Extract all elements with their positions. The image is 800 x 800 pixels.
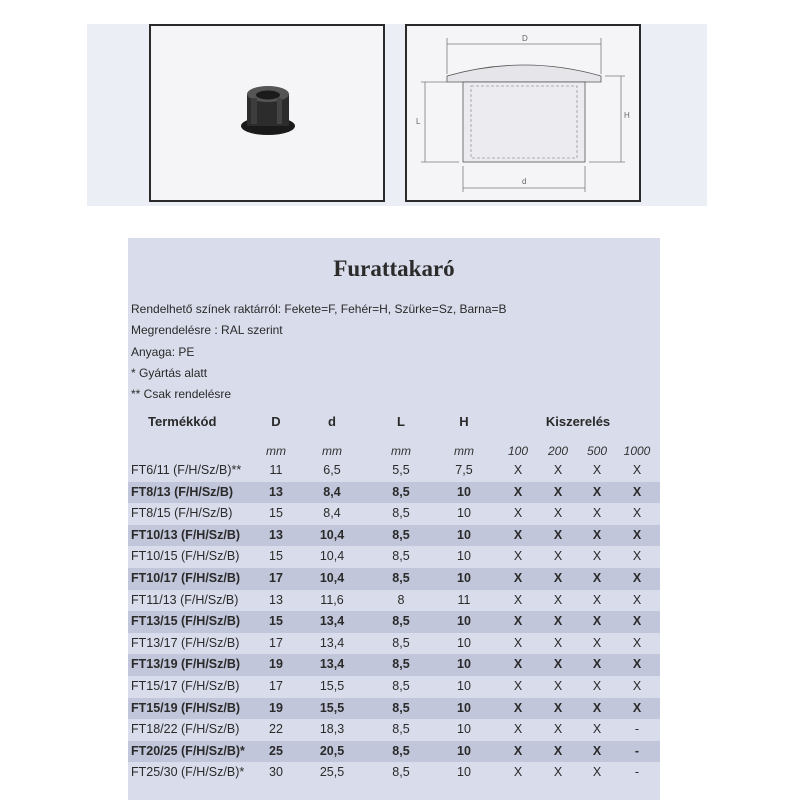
drawing-label-D: D <box>522 34 528 43</box>
cell-p1000: X <box>632 592 642 607</box>
cell-p1000: X <box>632 657 642 672</box>
cell-p500: X <box>592 700 602 715</box>
cell-d: 17 <box>269 570 283 585</box>
cell-d: 19 <box>269 700 283 715</box>
header-D: D <box>271 414 281 429</box>
cell-l: 8,5 <box>392 765 410 780</box>
cell-p100: X <box>513 463 523 477</box>
cell-p100: X <box>513 635 523 650</box>
cell-d: 13,4 <box>319 657 345 672</box>
table-row <box>128 654 660 676</box>
cell-h: 10 <box>457 635 471 650</box>
cell-l: 8,5 <box>392 743 410 758</box>
cell-d: 13,4 <box>319 614 345 629</box>
cell-d: 17 <box>269 635 283 650</box>
cell-p500: X <box>592 678 602 693</box>
cell-p500: X <box>592 549 602 564</box>
note-on-order: ** Csak rendelésre <box>131 387 232 401</box>
cell-d: 8,4 <box>323 484 341 499</box>
table-row <box>128 460 660 482</box>
cell-l: 8,5 <box>392 722 410 737</box>
cell-d: 15 <box>269 614 283 629</box>
table-row <box>128 503 660 525</box>
cell-h: 10 <box>457 484 471 499</box>
note-ral: Megrendelésre : RAL szerint <box>131 323 283 337</box>
cell-h: 10 <box>457 722 471 737</box>
table-row <box>128 698 660 720</box>
cell-h: 10 <box>457 657 471 672</box>
cell-d: 13 <box>269 484 283 499</box>
cell-p200: X <box>553 635 563 650</box>
cell-p100: X <box>513 765 523 780</box>
cell-d: 15,5 <box>319 678 345 693</box>
spec-sheet <box>128 238 660 800</box>
header-d: d <box>328 414 336 429</box>
cell-p200: X <box>553 700 563 715</box>
cell-h: 10 <box>457 527 471 542</box>
cell-p500: X <box>592 635 602 650</box>
unit-D: mm <box>266 444 286 458</box>
sheet-title: Furattakaró <box>333 256 455 281</box>
cell-d: 30 <box>269 765 283 780</box>
cell-p1000: - <box>634 765 640 780</box>
unit-500: 500 <box>586 444 608 458</box>
cell-p200: X <box>553 722 563 737</box>
cell-code: FT25/30 (F/H/Sz/B)* <box>131 765 245 780</box>
cell-p200: X <box>553 614 563 629</box>
cell-l: 8,5 <box>392 549 410 564</box>
cell-h: 7,5 <box>455 463 473 477</box>
cell-p1000: X <box>632 506 642 521</box>
header-L: L <box>397 414 405 429</box>
cell-p100: X <box>513 527 523 542</box>
header-code: Termékkód <box>148 414 217 429</box>
product-photo <box>149 24 385 202</box>
cell-l: 8,5 <box>392 484 410 499</box>
cell-d: 25,5 <box>319 765 345 780</box>
note-colors: Rendelhető színek raktárról: Fekete=F, Fehér=H, Szürke=Sz, Barna=B <box>131 302 507 316</box>
table-row <box>128 676 660 698</box>
drawing-label-d: d <box>522 177 527 186</box>
cell-p100: X <box>513 678 523 693</box>
image-strip <box>87 24 707 206</box>
cell-code: FT15/17 (F/H/Sz/B) <box>131 678 240 693</box>
cell-p100: X <box>513 700 523 715</box>
header-packaging: Kiszerelés <box>545 414 611 429</box>
cell-l: 8,5 <box>392 614 410 629</box>
cell-d: 15,5 <box>319 700 345 715</box>
cell-p1000: X <box>632 700 642 715</box>
table-row <box>128 525 660 547</box>
cell-p500: X <box>592 506 602 521</box>
cell-code: FT8/13 (F/H/Sz/B) <box>131 484 234 499</box>
cell-d: 11 <box>269 463 283 477</box>
cell-p500: X <box>592 484 602 499</box>
drawing-label-L: L <box>416 117 421 126</box>
cell-p500: X <box>592 743 602 758</box>
cell-p100: X <box>513 743 523 758</box>
cell-code: FT11/13 (F/H/Sz/B) <box>131 592 239 607</box>
cell-code: FT8/15 (F/H/Sz/B) <box>131 506 233 521</box>
technical-drawing <box>405 24 641 202</box>
table-row <box>128 762 660 784</box>
cell-d: 20,5 <box>319 743 345 758</box>
cell-h: 10 <box>457 678 471 693</box>
cell-p1000: X <box>632 527 642 542</box>
cell-h: 11 <box>457 592 471 607</box>
cell-p1000: X <box>632 484 642 499</box>
cell-p500: X <box>592 463 602 477</box>
cell-h: 10 <box>457 506 471 521</box>
cell-p500: X <box>592 765 602 780</box>
cell-p500: X <box>592 657 602 672</box>
cell-h: 10 <box>457 743 471 758</box>
table-row <box>128 719 660 741</box>
cell-code: FT13/15 (F/H/Sz/B) <box>131 614 241 629</box>
cell-p1000: X <box>632 463 642 477</box>
header-H: H <box>459 414 469 429</box>
cell-d: 10,4 <box>319 570 345 585</box>
cell-code: FT10/17 (F/H/Sz/B) <box>131 570 241 585</box>
table-row <box>128 590 660 612</box>
cell-p500: X <box>592 614 602 629</box>
cell-code: FT18/22 (F/H/Sz/B) <box>131 722 240 737</box>
cell-d: 19 <box>269 657 283 672</box>
cell-code: FT10/15 (F/H/Sz/B) <box>131 549 240 564</box>
cell-code: FT10/13 (F/H/Sz/B) <box>131 527 241 542</box>
table-row <box>128 482 660 504</box>
table-row <box>128 546 660 568</box>
cell-p1000: - <box>634 722 640 737</box>
cell-d: 15 <box>269 549 283 564</box>
cell-l: 8,5 <box>392 635 410 650</box>
table-row <box>128 568 660 590</box>
cell-d: 18,3 <box>319 722 345 737</box>
note-material: Anyaga: PE <box>131 345 195 359</box>
cell-l: 8,5 <box>392 657 410 672</box>
cell-l: 8,5 <box>392 527 410 542</box>
cell-p200: X <box>553 570 563 585</box>
cell-p200: X <box>553 592 563 607</box>
cell-d: 10,4 <box>319 527 345 542</box>
cell-p100: X <box>513 614 523 629</box>
cell-p500: X <box>592 722 602 737</box>
cell-p200: X <box>553 765 563 780</box>
unit-H: mm <box>454 444 474 458</box>
cell-h: 10 <box>457 765 471 780</box>
cell-p500: X <box>592 592 602 607</box>
cell-p200: X <box>553 549 563 564</box>
cell-d: 6,5 <box>323 463 341 477</box>
cell-l: 8 <box>397 592 405 607</box>
cell-p100: X <box>513 506 523 521</box>
cell-p200: X <box>553 484 563 499</box>
cell-code: FT13/17 (F/H/Sz/B) <box>131 635 240 650</box>
unit-100: 100 <box>507 444 529 458</box>
cell-p200: X <box>553 527 563 542</box>
unit-1000: 1000 <box>623 444 651 458</box>
table-row <box>128 611 660 633</box>
cell-d: 17 <box>269 678 283 693</box>
cell-p100: X <box>513 592 523 607</box>
unit-d: mm <box>322 444 342 458</box>
cell-d: 13 <box>269 592 283 607</box>
cell-p500: X <box>592 527 602 542</box>
cell-h: 10 <box>457 549 471 564</box>
unit-L: mm <box>391 444 411 458</box>
cell-d: 10,4 <box>319 549 345 564</box>
cell-p1000: X <box>632 549 642 564</box>
cell-p1000: X <box>632 570 642 585</box>
cell-p100: X <box>513 657 523 672</box>
cell-l: 8,5 <box>392 678 410 693</box>
cell-p100: X <box>513 570 523 585</box>
cell-p200: X <box>553 463 563 477</box>
cell-p200: X <box>553 678 563 693</box>
cell-code: FT6/11 (F/H/Sz/B)** <box>131 463 242 477</box>
cell-l: 8,5 <box>392 506 410 521</box>
cell-h: 10 <box>457 614 471 629</box>
cell-p1000: - <box>634 743 640 758</box>
cell-code: FT20/25 (F/H/Sz/B)* <box>131 743 245 758</box>
cell-code: FT15/19 (F/H/Sz/B) <box>131 700 241 715</box>
cell-p1000: X <box>632 614 642 629</box>
cell-p200: X <box>553 743 563 758</box>
cell-code: FT13/19 (F/H/Sz/B) <box>131 657 241 672</box>
cell-d: 8,4 <box>323 506 341 521</box>
cell-d: 13,4 <box>319 635 345 650</box>
cell-p200: X <box>553 506 563 521</box>
cell-d: 11,6 <box>320 592 344 607</box>
product-table <box>128 460 660 784</box>
cell-p100: X <box>513 549 523 564</box>
cell-d: 15 <box>269 506 283 521</box>
cell-p1000: X <box>632 635 642 650</box>
drawing-label-H: H <box>624 111 630 120</box>
cell-p200: X <box>553 657 563 672</box>
cell-p1000: X <box>632 678 642 693</box>
table-row <box>128 633 660 655</box>
note-in-production: * Gyártás alatt <box>131 366 208 380</box>
cell-l: 8,5 <box>392 570 410 585</box>
dimension-drawing <box>407 26 639 200</box>
cell-p500: X <box>592 570 602 585</box>
hole-plug-photo <box>151 26 383 200</box>
cell-p100: X <box>513 722 523 737</box>
cell-h: 10 <box>457 570 471 585</box>
unit-200: 200 <box>547 444 569 458</box>
cell-h: 10 <box>457 700 471 715</box>
cell-d: 13 <box>269 527 283 542</box>
cell-d: 25 <box>269 743 283 758</box>
table-row <box>128 741 660 763</box>
cell-p100: X <box>513 484 523 499</box>
cell-l: 8,5 <box>392 700 410 715</box>
cell-d: 22 <box>269 722 283 737</box>
cell-l: 5,5 <box>392 463 410 477</box>
